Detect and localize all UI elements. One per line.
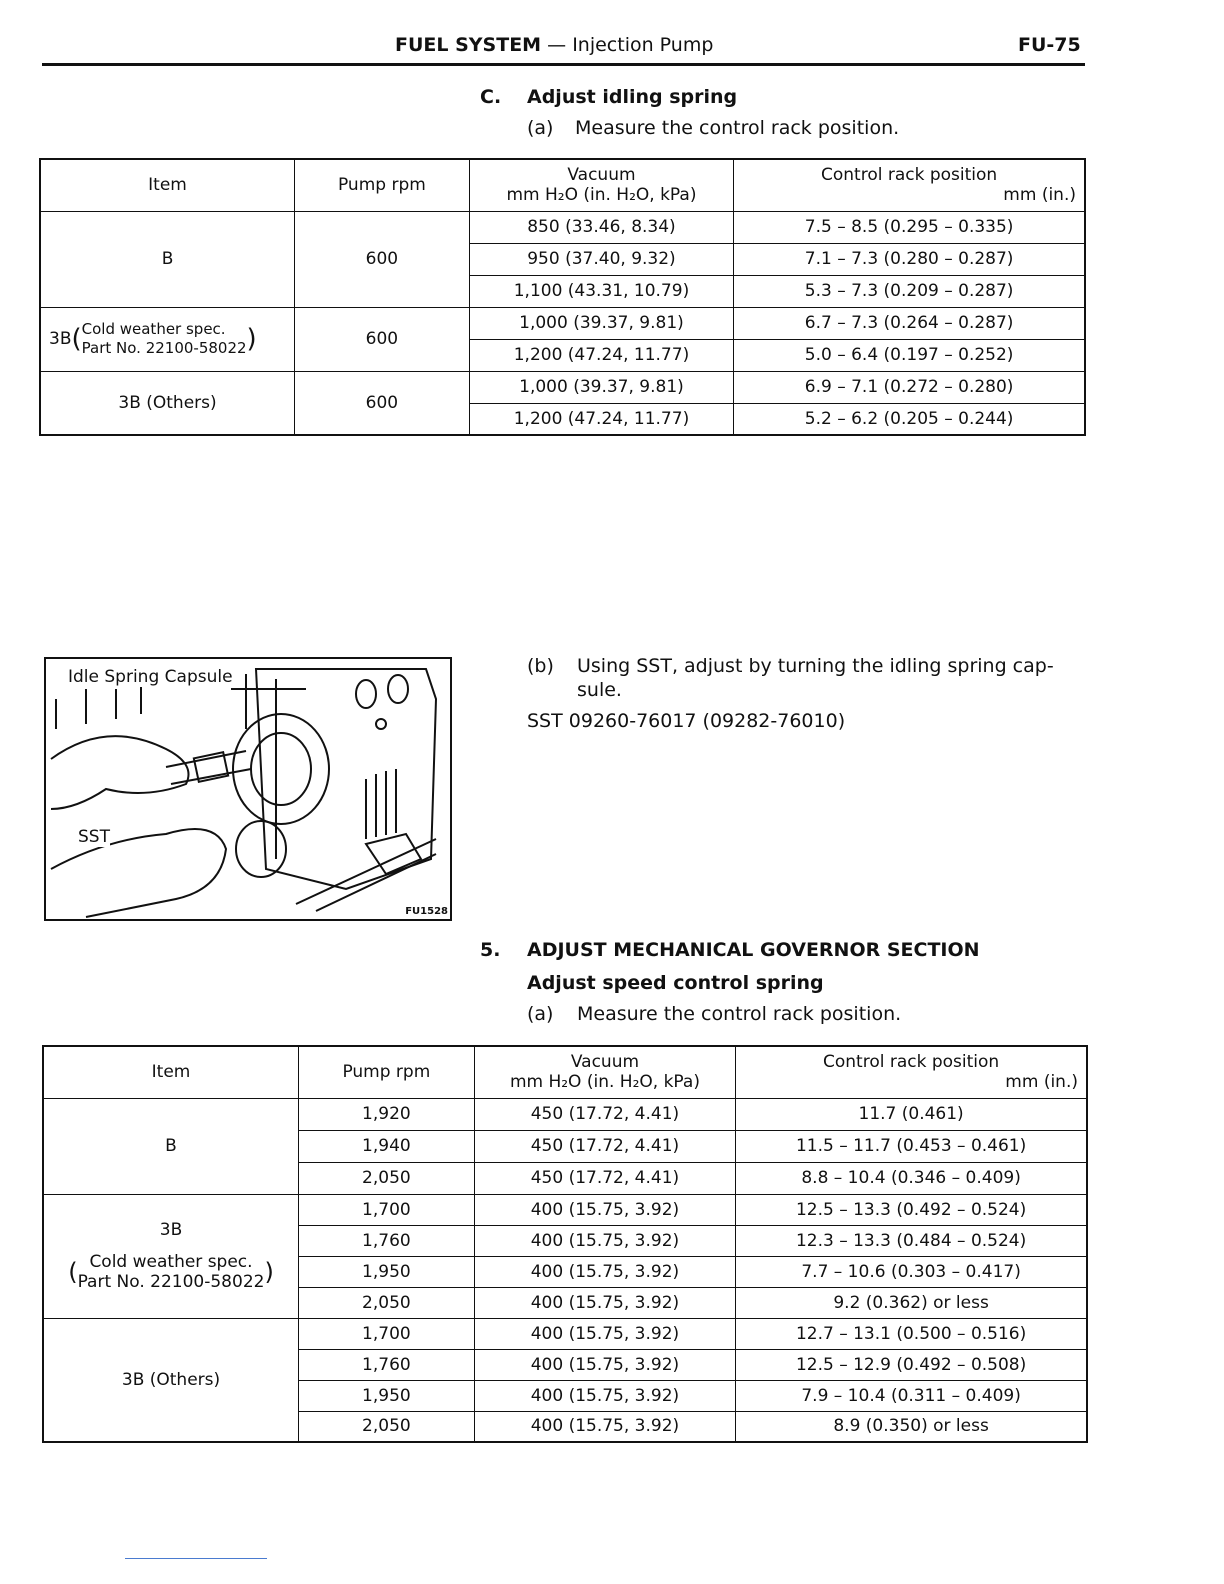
table-row: [40, 371, 1085, 403]
item-cell: B: [43, 1098, 299, 1194]
vacuum-cell: 950 (37.40, 9.32): [469, 243, 733, 275]
item-cell: 3B( Cold weather spec. Part No. 22100-58022 ): [40, 307, 295, 371]
table-header-row: [43, 1046, 1087, 1098]
rpm-cell: 2,050: [299, 1287, 475, 1318]
item-prefix: 3B: [49, 329, 72, 349]
vacuum-header-line1: Vacuum: [567, 165, 636, 186]
rack-cell: 7.1 – 7.3 (0.280 – 0.287): [734, 243, 1085, 275]
rack-header-line2: mm (in.): [1005, 1072, 1078, 1093]
footer-line: [125, 1558, 267, 1559]
step-5-a-text: Measure the control rack position.: [577, 1003, 902, 1025]
sst-label: SST: [78, 827, 110, 847]
vacuum-cell: 1,100 (43.31, 10.79): [469, 275, 733, 307]
rack-cell: 6.7 – 7.3 (0.264 – 0.287): [734, 307, 1085, 339]
col-rack-header: [736, 1046, 1087, 1098]
vacuum-cell: 1,000 (39.37, 9.81): [469, 307, 733, 339]
item-line2: Part No. 22100-58022: [81, 339, 247, 357]
rpm-cell: 1,950: [299, 1380, 475, 1411]
vacuum-cell: 400 (15.75, 3.92): [474, 1380, 736, 1411]
vacuum-cell: 1,000 (39.37, 9.81): [469, 371, 733, 403]
vacuum-cell: 1,200 (47.24, 11.77): [469, 339, 733, 371]
vacuum-cell: 400 (15.75, 3.92): [474, 1318, 736, 1349]
header-dash: —: [547, 34, 567, 56]
rack-cell: 5.0 – 6.4 (0.197 – 0.252): [734, 339, 1085, 371]
item-cell: 3B ( Cold weather spec. Part No. 22100-58022 ): [43, 1194, 299, 1318]
col-rpm-header: Pump rpm: [295, 159, 470, 211]
col-item-header: Item: [43, 1046, 299, 1098]
vacuum-cell: 400 (15.75, 3.92): [474, 1287, 736, 1318]
vacuum-cell: 400 (15.75, 3.92): [474, 1256, 736, 1287]
col-item-header: Item: [40, 159, 295, 211]
rack-cell: 9.2 (0.362) or less: [736, 1287, 1087, 1318]
step-c-a-label: (a): [527, 117, 554, 139]
rack-cell: 6.9 – 7.1 (0.272 – 0.280): [734, 371, 1085, 403]
vacuum-cell: 400 (15.75, 3.92): [474, 1194, 736, 1225]
header-section: FUEL SYSTEM: [395, 34, 542, 56]
table-row: [43, 1194, 1087, 1225]
rpm-cell: 1,940: [299, 1130, 475, 1162]
rpm-cell: 2,050: [299, 1162, 475, 1194]
vacuum-header-line2: mm H₂O (in. H₂O, kPa): [506, 185, 697, 206]
table-row: [43, 1098, 1087, 1130]
step-5-a-label: (a): [527, 1003, 554, 1025]
vacuum-header-line1: Vacuum: [570, 1052, 640, 1073]
step-c-a-text: Measure the control rack position.: [575, 117, 900, 139]
step-b-text-line2: sule.: [577, 679, 622, 701]
rack-header-line2: mm (in.): [1003, 185, 1076, 206]
vacuum-cell: 1,200 (47.24, 11.77): [469, 403, 733, 435]
vacuum-cell: 450 (17.72, 4.41): [474, 1162, 736, 1194]
rpm-cell: 1,950: [299, 1256, 475, 1287]
idling-spring-table: [39, 158, 1086, 436]
rack-header-line1: Control rack position: [823, 1052, 1000, 1073]
rpm-cell: 2,050: [299, 1411, 475, 1442]
item-cell: 3B (Others): [40, 371, 295, 435]
rack-cell: 12.7 – 13.1 (0.500 – 0.516): [736, 1318, 1087, 1349]
rack-cell: 7.5 – 8.5 (0.295 – 0.335): [734, 211, 1085, 243]
rack-cell: 5.2 – 6.2 (0.205 – 0.244): [734, 403, 1085, 435]
rpm-cell: 1,760: [299, 1349, 475, 1380]
step-c-label: C.: [480, 86, 502, 108]
step-5-title: ADJUST MECHANICAL GOVERNOR SECTION: [527, 939, 980, 961]
rack-cell: 5.3 – 7.3 (0.209 – 0.287): [734, 275, 1085, 307]
item-line1: Cold weather spec.: [89, 1252, 253, 1272]
table-row: [40, 211, 1085, 243]
table-header-row: [40, 159, 1085, 211]
rack-cell: 8.8 – 10.4 (0.346 – 0.409): [736, 1162, 1087, 1194]
rack-cell: 12.5 – 13.3 (0.492 – 0.524): [736, 1194, 1087, 1225]
page-header: [395, 34, 713, 56]
col-vacuum-header: [474, 1046, 736, 1098]
header-rule: [42, 63, 1085, 66]
item-line2: Part No. 22100-58022: [77, 1272, 265, 1292]
rpm-cell: 1,700: [299, 1318, 475, 1349]
col-vacuum-header: [469, 159, 733, 211]
rack-cell: 11.5 – 11.7 (0.453 – 0.461): [736, 1130, 1087, 1162]
rack-cell: 8.9 (0.350) or less: [736, 1411, 1087, 1442]
capsule-label: Idle Spring Capsule: [68, 667, 233, 687]
vacuum-cell: 400 (15.75, 3.92): [474, 1225, 736, 1256]
rpm-cell: 1,920: [299, 1098, 475, 1130]
rpm-cell: 600: [295, 371, 470, 435]
step-b-label: (b): [527, 655, 554, 677]
table-row: [40, 307, 1085, 339]
rpm-cell: 600: [295, 307, 470, 371]
item-main: 3B: [159, 1220, 183, 1240]
table-row: [43, 1318, 1087, 1349]
vacuum-cell: 400 (15.75, 3.92): [474, 1411, 736, 1442]
page-number: FU-75: [1018, 34, 1081, 56]
vacuum-cell: 850 (33.46, 8.34): [469, 211, 733, 243]
rack-cell: 7.9 – 10.4 (0.311 – 0.409): [736, 1380, 1087, 1411]
sst-number: SST 09260-76017 (09282-76010): [527, 710, 846, 732]
idle-spring-figure: [44, 657, 452, 921]
rack-header-line1: Control rack position: [821, 165, 998, 186]
figure-code: FU1528: [405, 906, 448, 917]
vacuum-cell: 400 (15.75, 3.92): [474, 1349, 736, 1380]
header-subsection: Injection Pump: [572, 34, 714, 56]
item-cell: B: [40, 211, 295, 307]
rack-cell: 7.7 – 10.6 (0.303 – 0.417): [736, 1256, 1087, 1287]
step-c-title: Adjust idling spring: [527, 86, 738, 108]
item-cell: 3B (Others): [43, 1318, 299, 1442]
vacuum-cell: 450 (17.72, 4.41): [474, 1098, 736, 1130]
rack-cell: 11.7 (0.461): [736, 1098, 1087, 1130]
vacuum-cell: 450 (17.72, 4.41): [474, 1130, 736, 1162]
rack-cell: 12.3 – 13.3 (0.484 – 0.524): [736, 1225, 1087, 1256]
step-5-subtitle: Adjust speed control spring: [527, 972, 824, 994]
item-line1: Cold weather spec.: [81, 320, 226, 338]
step-5-label: 5.: [480, 939, 501, 961]
col-rpm-header: Pump rpm: [299, 1046, 475, 1098]
step-b-text-line1: Using SST, adjust by turning the idling spring cap-: [577, 655, 1054, 677]
rack-cell: 12.5 – 12.9 (0.492 – 0.508): [736, 1349, 1087, 1380]
rpm-cell: 600: [295, 211, 470, 307]
col-rack-header: [734, 159, 1085, 211]
pump-illustration: [46, 659, 450, 919]
rpm-cell: 1,700: [299, 1194, 475, 1225]
rpm-cell: 1,760: [299, 1225, 475, 1256]
speed-control-spring-table: [42, 1045, 1088, 1443]
vacuum-header-line2: mm H₂O (in. H₂O, kPa): [509, 1072, 700, 1093]
